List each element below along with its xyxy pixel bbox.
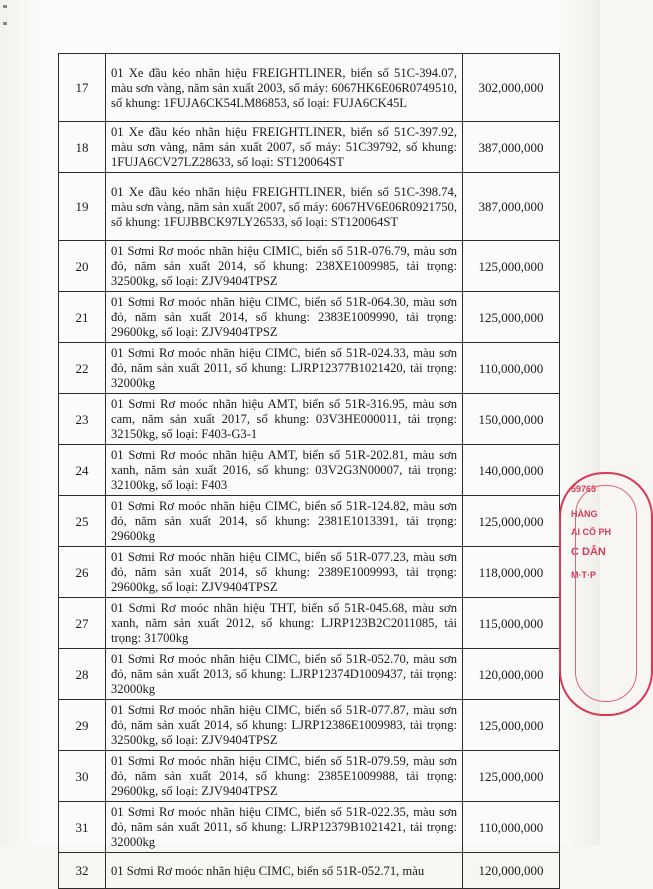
item-price: 125,000,000 — [463, 700, 560, 751]
item-description: 01 Sơmi Rơ moóc nhãn hiệu CIMC, biển số 51R-077.87, màu sơn đỏ, năm sản xuất 2014, số khung: LJRP12386E1009983, tải trọng: 32500kg, số loại: ZJV9404TPSZ — [106, 700, 463, 751]
item-price: 387,000,000 — [463, 122, 560, 173]
row-number: 32 — [59, 853, 106, 889]
item-price: 150,000,000 — [463, 394, 560, 445]
row-number: 20 — [59, 241, 106, 292]
row-number: 22 — [59, 343, 106, 394]
item-price: 387,000,000 — [463, 173, 560, 241]
item-price: 125,000,000 — [463, 292, 560, 343]
item-description: 01 Sơmi Rơ moóc nhãn hiệu AMT, biển số 51R-202.81, màu sơn xanh, năm sản xuất 2016, số khung: 03V2G3N00007, tải trọng: 32100kg, số loại: F403 — [106, 445, 463, 496]
table-row — [59, 649, 560, 700]
row-number: 17 — [59, 54, 106, 122]
seal-inner-ring — [575, 485, 637, 702]
item-description: 01 Sơmi Rơ moóc nhãn hiệu CIMC, biển số 51R-052.71, màu — [106, 853, 463, 889]
item-description: 01 Sơmi Rơ moóc nhãn hiệu CIMC, biển số 51R-077.23, màu sơn đỏ, năm sản xuất 2014, số khung: 2389E1009993, tải trọng: 29600kg, số loại: ZJV9404TPSZ — [106, 547, 463, 598]
row-number: 25 — [59, 496, 106, 547]
item-price: 110,000,000 — [463, 802, 560, 853]
seal-number: 59765 — [571, 484, 597, 494]
seal-text: HÀNG — [571, 509, 598, 519]
item-price: 140,000,000 — [463, 445, 560, 496]
table-row — [59, 122, 560, 173]
table-row — [59, 343, 560, 394]
item-description: 01 Xe đầu kéo nhãn hiệu FREIGHTLINER, biển số 51C-394.07, màu sơn vàng, năm sản xuất 2003, số máy: 6067HK6E06R0749510, số khung: 1FUJA6CK54LM86853, số loại: FUJA6CK45L — [106, 54, 463, 122]
row-number: 28 — [59, 649, 106, 700]
table-row — [59, 700, 560, 751]
row-number: 19 — [59, 173, 106, 241]
table-row — [59, 54, 560, 122]
row-number: 31 — [59, 802, 106, 853]
table-row — [59, 853, 560, 889]
table-row — [59, 751, 560, 802]
seal-text: C DÂN — [571, 546, 606, 558]
seal-text: M·T·P — [571, 570, 596, 580]
item-price: 125,000,000 — [463, 241, 560, 292]
table-row — [59, 241, 560, 292]
scan-mark — [3, 5, 7, 8]
item-price: 118,000,000 — [463, 547, 560, 598]
item-description: 01 Sơmi Rơ moóc nhãn hiệu CIMC, biển số 51R-079.59, màu sơn đỏ, năm sản xuất 2014, số khung: 2385E1009988, tải trọng: 29600kg, số loại: ZJV9404TPSZ — [106, 751, 463, 802]
item-price: 125,000,000 — [463, 496, 560, 547]
item-price: 115,000,000 — [463, 598, 560, 649]
table-row — [59, 802, 560, 853]
row-number: 29 — [59, 700, 106, 751]
item-description: 01 Sơmi Rơ moóc nhãn hiệu CIMC, biển số 51R-124.82, màu sơn đỏ, năm sản xuất 2014, số khung: 2381E1013391, tải trọng: 29600kg — [106, 496, 463, 547]
asset-price-table — [58, 53, 560, 889]
item-description: 01 Sơmi Rơ moóc nhãn hiệu CIMC, biển số 51R-052.70, màu sơn đỏ, năm sản xuất 2013, số khung: LJRP12374D1009437, tải trọng: 32000kg — [106, 649, 463, 700]
item-description: 01 Sơmi Rơ moóc nhãn hiệu AMT, biển số 51R-316.95, màu sơn cam, năm sản xuất 2017, số khung: 03V3HE000011, tải trọng: 32150kg, số loại: F403-G3-1 — [106, 394, 463, 445]
table-body — [59, 54, 560, 889]
row-number: 27 — [59, 598, 106, 649]
item-description: 01 Sơmi Rơ moóc nhãn hiệu CIMC, biển số 51R-064.30, màu sơn đỏ, năm sản xuất 2014, số khung: 2383E1009990, tải trọng: 29600kg, số loại: ZJV9404TPSZ — [106, 292, 463, 343]
table-row — [59, 292, 560, 343]
item-description: 01 Sơmi Rơ moóc nhãn hiệu CIMIC, biển số 51R-076.79, màu sơn đỏ, năm sản xuất 2014, số khung: 238XE1009985, tải trọng: 32500kg, số loại: ZJV9404TPSZ — [106, 241, 463, 292]
item-description: 01 Sơmi Rơ moóc nhãn hiệu CIMC, biển số 51R-024.33, màu sơn đỏ, năm sản xuất 2011, số khung: LJRP12377B1021420, tải trọng: 32000kg — [106, 343, 463, 394]
table-row — [59, 547, 560, 598]
item-description: 01 Xe đầu kéo nhãn hiệu FREIGHTLINER, biển số 51C-398.74, màu sơn vàng, năm sản xuất 2007, số máy: 6067HV6E06R0921750, số khung: 1FUJBBCK97LY26533, số loại: ST120064ST — [106, 173, 463, 241]
row-number: 24 — [59, 445, 106, 496]
row-number: 26 — [59, 547, 106, 598]
table-row — [59, 394, 560, 445]
item-price: 120,000,000 — [463, 853, 560, 889]
table-row — [59, 173, 560, 241]
item-price: 110,000,000 — [463, 343, 560, 394]
scan-mark — [3, 22, 7, 25]
item-description: 01 Xe đầu kéo nhãn hiệu FREIGHTLINER, biển số 51C-397.92, màu sơn vàng, năm sản xuất 2007, số máy: 51C39792, số khung: 1FUJA6CV27LZ28633, số loại: ST120064ST — [106, 122, 463, 173]
table-row — [59, 445, 560, 496]
item-description: 01 Sơmi Rơ moóc nhãn hiệu CIMC, biển số 51R-022.35, màu sơn đỏ, năm sản xuất 2011, số khung: LJRP12379B1021421, tải trọng: 32000kg — [106, 802, 463, 853]
table-row — [59, 598, 560, 649]
item-price: 125,000,000 — [463, 751, 560, 802]
seal-text: AI CỔ PH — [571, 527, 612, 537]
row-number: 30 — [59, 751, 106, 802]
row-number: 23 — [59, 394, 106, 445]
item-price: 120,000,000 — [463, 649, 560, 700]
table-row — [59, 496, 560, 547]
item-price: 302,000,000 — [463, 54, 560, 122]
row-number: 21 — [59, 292, 106, 343]
item-description: 01 Sơmi Rơ moóc nhãn hiệu THT, biển số 51R-045.68, màu sơn xanh, năm sản xuất 2012, số khung: LJRP123B2C2011085, tải trọng: 31700kg — [106, 598, 463, 649]
row-number: 18 — [59, 122, 106, 173]
